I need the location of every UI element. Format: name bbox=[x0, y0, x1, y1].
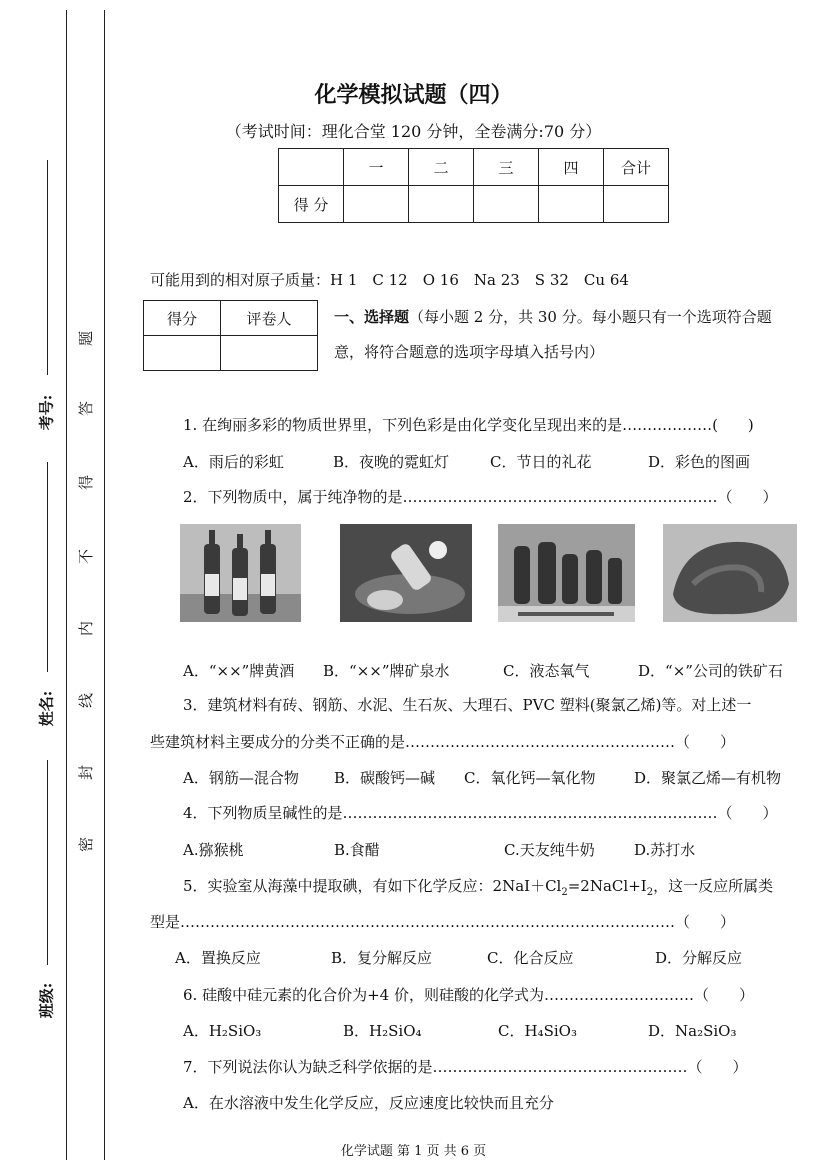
q4-option-c[interactable]: C.天友纯牛奶 bbox=[504, 841, 595, 859]
q1-option-d[interactable]: D．彩色的图画 bbox=[648, 453, 751, 471]
q4-option-b[interactable]: B.食醋 bbox=[334, 841, 380, 859]
margin-rule-outer bbox=[66, 10, 67, 1160]
q7-option-a[interactable]: A．在水溶液中发生化学反应，反应速度比较快而且充分 bbox=[183, 1094, 554, 1112]
score-cell[interactable] bbox=[604, 186, 669, 223]
q5-option-a[interactable]: A．置换反应 bbox=[175, 949, 261, 967]
score-header-blank bbox=[279, 149, 344, 186]
q3-option-b[interactable]: B．碳酸钙—碱 bbox=[334, 769, 436, 787]
q6-stem: 6. 硅酸中硅元素的化合价为+4 价，则硅酸的化学式为…………………………（ ） bbox=[183, 986, 754, 1004]
score-header-cell: 三 bbox=[474, 149, 539, 186]
score-header-cell: 四 bbox=[539, 149, 604, 186]
q1-option-b[interactable]: B．夜晚的霓虹灯 bbox=[333, 453, 450, 471]
grader-name-cell[interactable] bbox=[221, 336, 318, 371]
score-row-label: 得 分 bbox=[279, 186, 344, 223]
q3-stem-line2: 些建筑材料主要成分的分类不正确的是………………………………………………（ ） bbox=[150, 733, 736, 751]
seal-char: 不 bbox=[77, 548, 96, 565]
q5-option-b[interactable]: B．复分解反应 bbox=[331, 949, 433, 967]
section1-title: 一、选择题 bbox=[334, 308, 410, 326]
q3-stem-line1: 3．建筑材料有砖、钢筋、水泥、生石灰、大理石、PVC 塑料(聚氯乙烯)等。对上述一 bbox=[183, 696, 752, 714]
q2-option-a[interactable]: A．“××”牌黄酒 bbox=[183, 662, 295, 680]
seal-char: 得 bbox=[77, 474, 96, 491]
q2-option-c[interactable]: C．液态氧气 bbox=[503, 662, 590, 680]
name-blank[interactable] bbox=[47, 462, 48, 672]
q7-stem: 7．下列说法你认为缺乏科学依据的是……………………………………………（ ） bbox=[183, 1058, 748, 1076]
page-footer: 化学试题 第 1 页 共 6 页 bbox=[340, 1144, 487, 1159]
score-cell[interactable] bbox=[409, 186, 474, 223]
q3-option-a[interactable]: A．钢筋—混合物 bbox=[183, 769, 299, 787]
exam-info: （考试时间：理化合堂 120 分钟，全卷满分:70 分） bbox=[225, 122, 602, 141]
q6-option-a[interactable]: A．H₂SiO₃ bbox=[183, 1022, 262, 1040]
name-label: 姓名: bbox=[37, 690, 56, 727]
seal-char: 密 bbox=[77, 836, 96, 853]
q4-option-a[interactable]: A.猕猴桃 bbox=[183, 841, 244, 859]
exam-no-blank[interactable] bbox=[47, 160, 48, 375]
q1-option-c[interactable]: C．节日的礼花 bbox=[490, 453, 592, 471]
q5-stem-line2: 型是………………………………………………………………………………………（ ） bbox=[150, 913, 736, 931]
q3-option-c[interactable]: C．氧化钙—氧化物 bbox=[464, 769, 596, 787]
seal-char: 答 bbox=[77, 400, 96, 417]
seal-char: 内 bbox=[77, 620, 96, 637]
q4-option-d[interactable]: D.苏打水 bbox=[634, 841, 696, 859]
q5-stem-pre: 5．实验室从海藻中提取碘，有如下化学反应：2NaI＋Cl bbox=[183, 877, 562, 895]
q2-option-d[interactable]: D．“×”公司的铁矿石 bbox=[638, 662, 783, 680]
score-cell[interactable] bbox=[539, 186, 604, 223]
q1-stem: 1. 在绚丽多彩的物质世界里，下列色彩是由化学变化呈现出来的是………………( ) bbox=[183, 416, 754, 434]
score-cell[interactable] bbox=[474, 186, 539, 223]
section1-desc-2: 意，将符合题意的选项字母填入括号内） bbox=[334, 343, 605, 361]
page-title: 化学模拟试题（四） bbox=[314, 83, 513, 108]
margin-rule-inner bbox=[104, 10, 105, 1160]
score-header-cell: 一 bbox=[344, 149, 409, 186]
q5-stem-post: ，这一反应所属类 bbox=[653, 877, 774, 895]
seal-char: 题 bbox=[77, 330, 96, 347]
grader-name-header: 评卷人 bbox=[221, 301, 318, 336]
atomic-masses: 可能用到的相对原子质量：H 1 C 12 O 16 Na 23 S 32 Cu 64 bbox=[150, 271, 629, 289]
seal-char: 线 bbox=[77, 692, 96, 709]
score-header-cell: 二 bbox=[409, 149, 474, 186]
q5-option-d[interactable]: D．分解反应 bbox=[655, 949, 743, 967]
q5-option-c[interactable]: C．化合反应 bbox=[487, 949, 574, 967]
class-blank[interactable] bbox=[47, 760, 48, 965]
score-table bbox=[278, 148, 669, 223]
seal-char: 封 bbox=[77, 764, 96, 781]
yellow-wine-photo bbox=[180, 524, 301, 622]
iron-ore-photo bbox=[663, 524, 797, 622]
class-label: 班级: bbox=[37, 982, 56, 1019]
q1-option-a[interactable]: A．雨后的彩虹 bbox=[183, 453, 284, 471]
score-cell[interactable] bbox=[344, 186, 409, 223]
q3-option-d[interactable]: D．聚氯乙烯—有机物 bbox=[634, 769, 782, 787]
section1-desc: （每小题 2 分，共 30 分。每小题只有一个选项符合题 bbox=[409, 308, 772, 326]
q2-option-b[interactable]: B．“××”牌矿泉水 bbox=[323, 662, 450, 680]
q5-stem-line1: 5．实验室从海藻中提取碘，有如下化学反应：$2NaI+Cl_2=2NaCl+I_2$，这一反应所属类 bbox=[183, 877, 774, 898]
grader-table bbox=[143, 300, 318, 371]
section1-heading bbox=[334, 306, 772, 327]
liquid-oxygen-photo bbox=[498, 524, 635, 622]
exam-no-label: 考号: bbox=[37, 394, 56, 431]
q2-stem: 2．下列物质中，属于纯净物的是………………………………………………………（ ） bbox=[183, 488, 778, 506]
q6-option-c[interactable]: C．H₄SiO₃ bbox=[498, 1022, 577, 1040]
grader-score-header: 得分 bbox=[144, 301, 221, 336]
grader-score-cell[interactable] bbox=[144, 336, 221, 371]
mineral-water-photo bbox=[340, 524, 472, 622]
q6-option-d[interactable]: D．Na₂SiO₃ bbox=[648, 1022, 737, 1040]
score-header-cell: 合计 bbox=[604, 149, 669, 186]
q4-stem: 4．下列物质呈碱性的是…………………………………………………………………（ ） bbox=[183, 804, 778, 822]
q6-option-b[interactable]: B．H₂SiO₄ bbox=[343, 1022, 422, 1040]
